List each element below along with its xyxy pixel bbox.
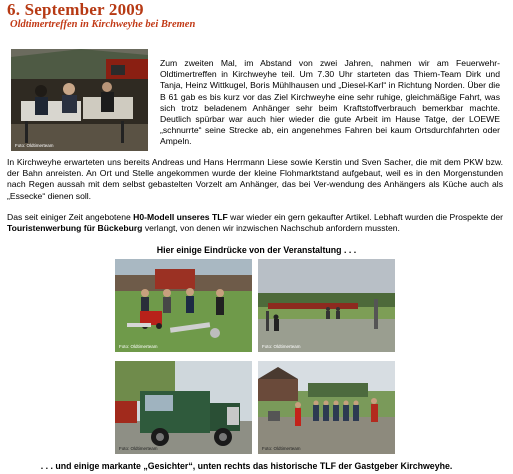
event-photo-field <box>258 259 395 352</box>
intro-paragraph: Zum zweiten Mal, im Abstand von zwei Jahren, nahmen wir am Feuerwehr-Oldtimertreffen in Kirchweyhe teil. Um 7.30 Uhr starteten das Thiem-Team Dirk und Tanja, Heinz Wittkugel, Boris Mühlhausen und „Diesel-Karl“ in Richtung Norden. Über die B 61 gab es bis kurz vor das Ziel Kirchweyhe eine sehr ruhige, gleichmäßige Fahrt, was sich trotz beladenem Anhänger sehr beim Kraftstoffverbrauch bemerkbar machte. Deutlich spürbar war auch hier wieder die gute Arbeit im Hause Tatge, der LOEWE „schnurrte“ seine Strecke ab, ein angenehmes Fahren bei kaum Ortsdurchfahrten oder Ampeln. <box>160 58 500 147</box>
event-photo-green-truck <box>115 361 252 454</box>
gallery-caption-bottom: . . . und einige markante „Gesichter“, unten rechts das historische TLF der Gastgeber Kirchweyhe. <box>40 461 453 471</box>
gallery-caption-top: Hier einige Eindrücke von der Veranstaltung . . . <box>156 245 357 255</box>
photo-credit: Foto: Oldtimerteam <box>262 446 301 451</box>
article-subtitle: Oldtimertreffen in Kirchweyhe bei Bremen <box>10 19 196 30</box>
photo-credit: Foto: Oldtimerteam <box>119 446 158 451</box>
event-photo-equipment <box>115 259 252 352</box>
flea-market-stand-photo <box>11 49 148 151</box>
photo-credit: Foto: Oldtimerteam <box>15 143 54 148</box>
photo-credit: Foto: Oldtimerteam <box>119 344 158 349</box>
paragraph-arrival: In Kirchweyhe erwarteten uns bereits Andreas und Hans Herrmann Liese sowie Kerstin und Sven Sacher, die mit dem PKW bzw. der Bahn anreisten. An Ort und Stelle angekommen wurde der kleine Flohmarktstand aufgebaut, weil es in den Morgenstunden nach Regen aussah mit dem selbst gebastelten Vorzelt am Anhänger, das bei Ver-wendung des Anhängers als Küche auch als „Essecke“ dienen soll. <box>7 157 503 201</box>
event-photo-group <box>258 361 395 454</box>
paragraph-merchandise: Das seit einiger Zeit angebotene H0-Modell unseres TLF war wieder ein gern gekaufter Artikel. Lebhaft wurden die Prospekte der Touristenwerbung für Bückeburg verlangt, von denen wir inzwischen Nachschub anfordern mussten. <box>7 212 504 234</box>
photo-credit: Foto: Oldtimerteam <box>262 344 301 349</box>
article-date-title: 6. September 2009 <box>7 0 144 19</box>
